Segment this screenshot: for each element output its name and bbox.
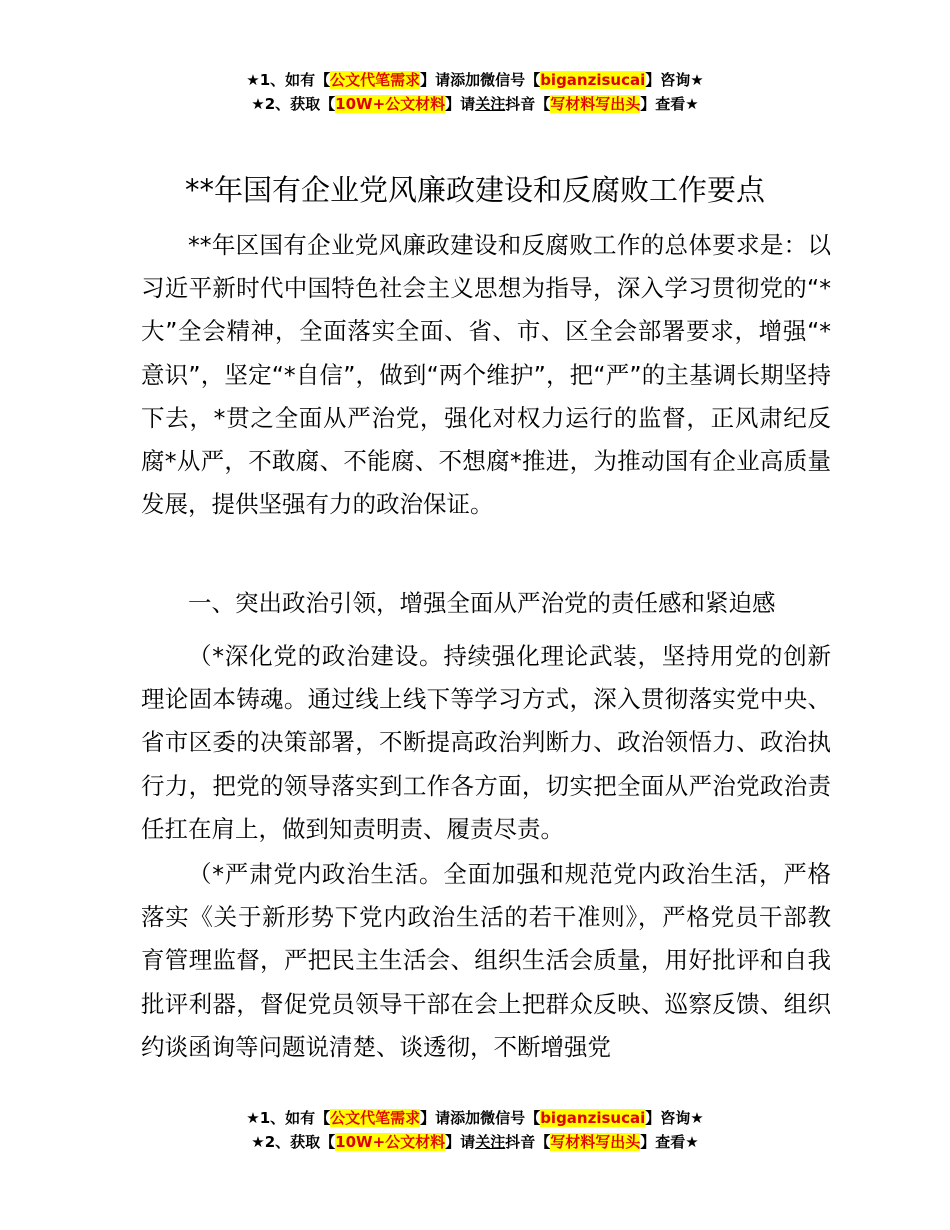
underlined-text: 关注 [475, 95, 506, 113]
banner-text: 】咨询 [645, 1109, 691, 1127]
highlight-text: 公文代笔需求 [330, 71, 421, 89]
document-title: **年国有企业党风廉政建设和反腐败工作要点 [184, 173, 765, 207]
paragraph-political-building [141, 635, 831, 851]
highlight-text: 公文代笔需求 [330, 1109, 421, 1127]
highlight-text: 10W+公文材料 [335, 1133, 446, 1151]
highlight-text: 写材料写出头 [550, 1133, 641, 1151]
paragraph-intro [141, 224, 831, 526]
banner-text: 抖音【 [505, 1133, 551, 1151]
banner-text: 抖音【 [505, 95, 551, 113]
banner-text: 】咨询 [645, 71, 691, 89]
paragraph-text: （*深化党的政治建设。持续强化理论武装，坚持用党的创新理论固本铸魂。通过线上线下等学习方式，深入贯彻落实党中央、省市区委的决策部署，不断提高政治判断力、政治领悟力、政治执行力，把党的领导落实到工作各方面，切实把全面从严治党政治责任扛在肩上，做到知责明责、履责尽责。 [141, 642, 831, 843]
paragraph-text: （*严肃党内政治生活。全面加强和规范党内政治生活，严格落实《关于新形势下党内政治生活的若干准则》，严格党员干部教育管理监督，严把民主生活会、组织生活会质量，用好批评和自我批评利器，督促党员领导干部在会上把群众反映、巡察反馈、组织约谈函询等问题说清楚、谈透彻，不断增强党 [141, 860, 831, 1061]
paragraph-political-life [141, 853, 831, 1069]
banner-text: 】请添加微信号【 [420, 71, 541, 89]
star-icon: ★ [246, 1109, 260, 1127]
wechat-id: biganzisucai [540, 71, 646, 89]
banner-text: 2、获取【 [264, 95, 336, 113]
highlight-text: 写材料写出头 [550, 95, 641, 113]
star-icon: ★ [690, 71, 704, 89]
header-banner [0, 68, 950, 116]
highlight-text: 10W+公文材料 [335, 95, 446, 113]
star-icon: ★ [685, 1133, 699, 1151]
banner-text: 】请 [445, 1133, 476, 1151]
footer-banner [0, 1106, 950, 1154]
banner-text: 1、如有【 [259, 1109, 331, 1127]
banner-line-1 [0, 1106, 950, 1130]
banner-text: 】查看 [640, 1133, 686, 1151]
star-icon: ★ [246, 71, 260, 89]
star-icon: ★ [251, 95, 265, 113]
banner-text: 1、如有【 [259, 71, 331, 89]
star-icon: ★ [685, 95, 699, 113]
banner-line-1 [0, 68, 950, 92]
paragraph-text: **年区国有企业党风廉政建设和反腐败工作的总体要求是：以习近平新时代中国特色社会主义思想为指导，深入学习贯彻党的“*大”全会精神，全面落实全面、省、市、区全会部署要求，增强“*意识”，坚定“*自信”，做到“两个维护”，把“严”的主基调长期坚持下去，*贯之全面从严治党，强化对权力运行的监督，正风肃纪反腐*从严，不敢腐、不能腐、不想腐*推进，为推动国有企业高质量发展，提供坚强有力的政治保证。 [141, 231, 831, 519]
wechat-id: biganzisucai [540, 1109, 646, 1127]
heading-text: 一、突出政治引领，增强全面从严治党的责任感和紧迫感 [188, 589, 776, 617]
star-icon: ★ [251, 1133, 265, 1151]
banner-line-2 [0, 92, 950, 116]
banner-text: 】查看 [640, 95, 686, 113]
banner-line-2 [0, 1130, 950, 1154]
star-icon: ★ [690, 1109, 704, 1127]
banner-text: 2、获取【 [264, 1133, 336, 1151]
underlined-text: 关注 [475, 1133, 506, 1151]
banner-text: 】请 [445, 95, 476, 113]
section-heading [141, 582, 831, 625]
banner-text: 】请添加微信号【 [420, 1109, 541, 1127]
